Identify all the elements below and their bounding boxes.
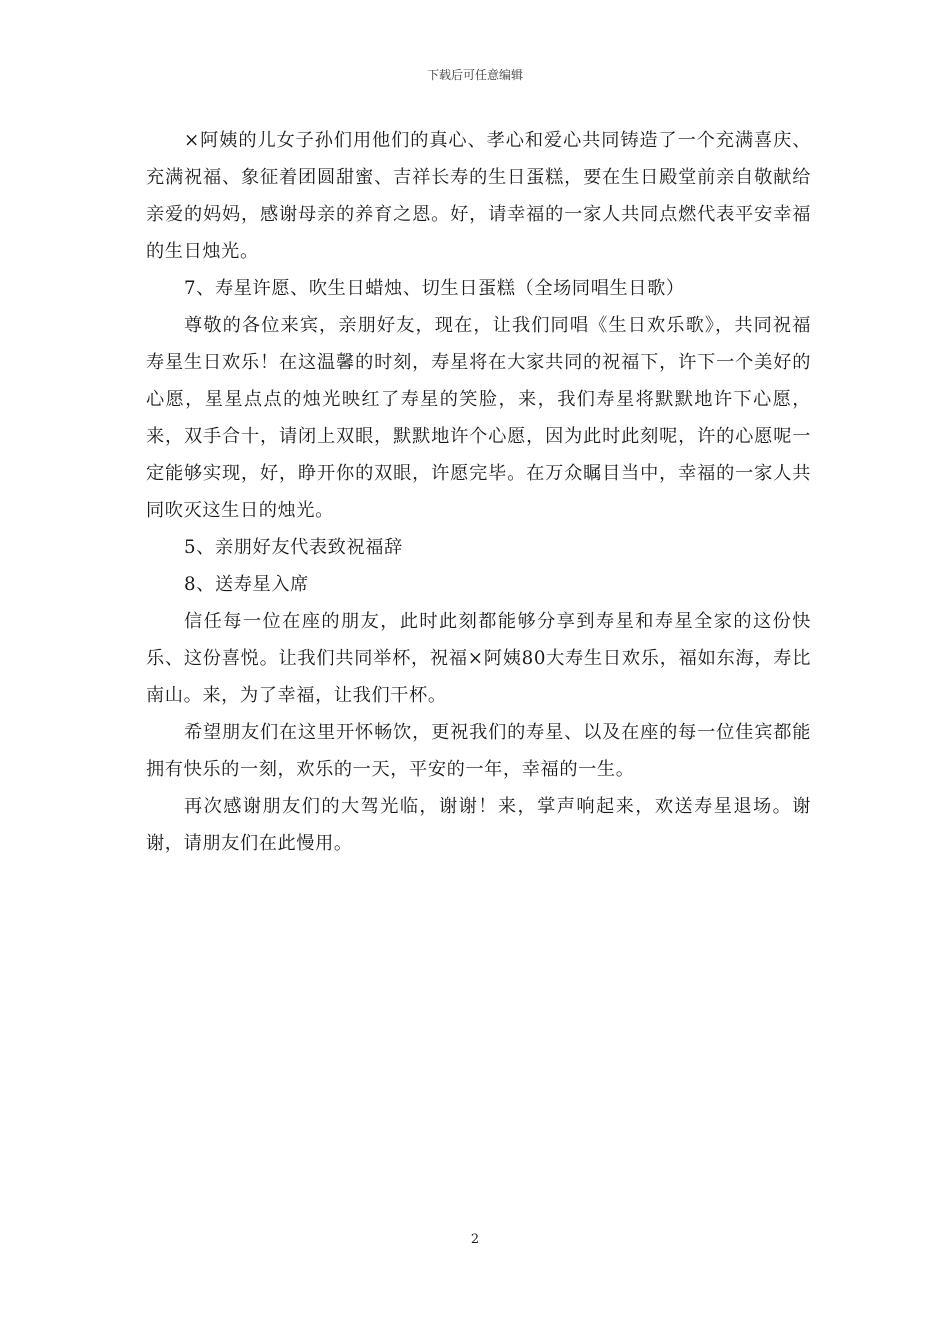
section-heading-blessing-speech: 5、亲朋好友代表致祝福辞 bbox=[184, 537, 403, 558]
page-number: 2 bbox=[470, 1232, 480, 1247]
paragraph-toast: 信任每一位在座的朋友，此时此刻都能够分享到寿星和寿星全家的这份快乐、这份喜悦。让我们共同举杯，祝福×阿姨80大寿生日欢乐，福如东海，寿比南山。来，为了幸福，让我们干杯。 bbox=[146, 611, 811, 706]
page-header: 下载后可任意编辑 bbox=[426, 68, 523, 82]
document-body bbox=[146, 122, 811, 862]
paragraph-cake-presentation: ×阿姨的儿女子孙们用他们的真心、孝心和爱心共同铸造了一个充满喜庆、充满祝福、象征着团圆甜蜜、吉祥长寿的生日蛋糕，要在生日殿堂前亲自敬献给亲爱的妈妈，感谢母亲的养育之恩。好，请幸福的一家人共同点燃代表平安幸福的生日烛光。 bbox=[146, 130, 811, 262]
section-heading-wish-and-cake: 7、寿星许愿、吹生日蜡烛、切生日蛋糕（全场同唱生日歌） bbox=[184, 278, 685, 299]
paragraph-birthday-wish: 尊敬的各位来宾，亲朋好友，现在，让我们同唱《生日欢乐歌》，共同祝福寿星生日欢乐！在这温馨的时刻，寿星将在大家共同的祝福下，许下一个美好的心愿，星星点点的烛光映红了寿星的笑脸，来，我们寿星将默默地许下心愿，来，双手合十，请闭上双眼，默默地许个心愿，因为此时此刻呢，许的心愿呢一定能够实现，好，睁开你的双眼，许愿完毕。在万众瞩目当中，幸福的一家人共同吹灭这生日的烛光。 bbox=[146, 315, 811, 521]
paragraph-wishes: 希望朋友们在这里开怀畅饮，更祝我们的寿星、以及在座的每一位佳宾都能拥有快乐的一刻，欢乐的一天，平安的一年，幸福的一生。 bbox=[146, 722, 811, 780]
section-heading-seating: 8、送寿星入席 bbox=[184, 574, 309, 595]
paragraph-closing-thanks: 再次感谢朋友们的大驾光临，谢谢！来，掌声响起来，欢送寿星退场。谢谢，请朋友们在此慢用。 bbox=[146, 796, 811, 854]
